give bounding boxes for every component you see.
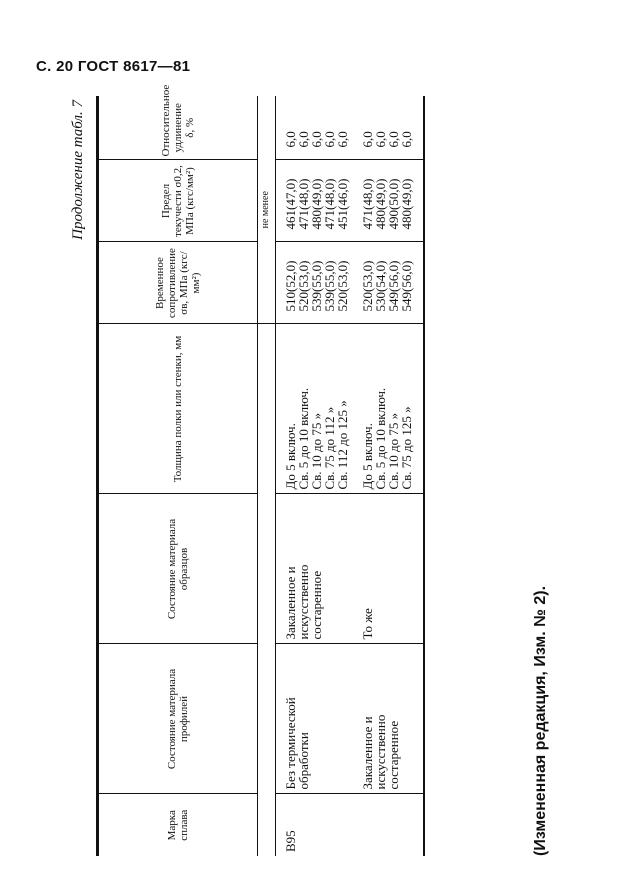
col-header-profile-state: Состояние материала профилей — [98, 644, 258, 794]
thickness-cell — [353, 324, 424, 494]
col-header-yield: Предел текучести σ0,2, МПа (кгс/мм²) — [98, 160, 258, 242]
yield-cell — [353, 160, 424, 242]
sample-state-cell: То же — [353, 494, 424, 644]
page-header: С. 20 ГОСТ 8617—81 — [36, 58, 191, 75]
alloy-cell: В95 — [283, 830, 298, 852]
profile-state-cell: Закаленное и искусственно состаренное — [353, 644, 424, 794]
thickness-value: Св. 10 до 75 » — [309, 412, 324, 490]
table-row — [276, 96, 354, 856]
elongation-cell — [353, 96, 424, 160]
elongation-value: 6,0 — [360, 131, 375, 148]
thickness-value: Св. 112 до 125 » — [335, 400, 350, 490]
yield-cell — [276, 160, 354, 242]
thickness-value: Св. 10 до 75 » — [386, 412, 401, 490]
yield-value: 471(48,0) — [360, 178, 375, 230]
thickness-value: До 5 включ. — [283, 423, 298, 490]
tensile-value: 539(55,0) — [322, 260, 337, 312]
yield-value: 490(50,0) — [386, 178, 401, 230]
thickness-value: Св. 5 до 10 включ. — [296, 387, 311, 490]
properties-table — [96, 84, 425, 856]
thickness-cell — [276, 324, 354, 494]
tensile-value: 539(55,0) — [309, 260, 324, 312]
elongation-value: 6,0 — [373, 131, 388, 148]
tensile-value: 549(56,0) — [386, 260, 401, 312]
table-row — [353, 96, 424, 856]
elongation-value: 6,0 — [322, 131, 337, 148]
col-header-elongation: Относительное удлинение δ, % — [98, 96, 258, 160]
elongation-value: 6,0 — [335, 131, 350, 148]
thickness-value: Св. 75 до 125 » — [399, 406, 414, 490]
yield-value: 471(48,0) — [322, 178, 337, 230]
thickness-value: До 5 включ. — [360, 423, 375, 490]
amendment-note: (Измененная редакция, Изм. № 2). — [532, 585, 549, 856]
col-header-sample-state: Состояние материала образцов — [98, 494, 258, 644]
profile-state-cell: Без термической обработки — [276, 644, 354, 794]
yield-value: 451(46,0) — [335, 178, 350, 230]
elongation-value: 6,0 — [399, 131, 414, 148]
table-caption: Продолжение табл. 7 — [70, 100, 86, 240]
rotated-table-area — [70, 84, 580, 856]
elongation-value: 6,0 — [283, 131, 298, 148]
yield-value: 461(47,0) — [283, 178, 298, 230]
tensile-value: 530(54,0) — [373, 260, 388, 312]
col-header-alloy: Марка сплава — [98, 794, 258, 856]
thickness-value: Св. 5 до 10 включ. — [373, 387, 388, 490]
thickness-value: Св. 75 до 112 » — [322, 406, 337, 490]
tensile-cell — [276, 242, 354, 324]
elongation-value: 6,0 — [386, 131, 401, 148]
elongation-value: 6,0 — [296, 131, 311, 148]
col-header-tensile: Временное сопротивление σв, МПа (кгс/мм²) — [98, 242, 258, 324]
yield-value: 480(49,0) — [373, 178, 388, 230]
table-subheader-row — [258, 96, 276, 856]
sample-state-cell: Закаленное и искусственно состаренное — [276, 494, 354, 644]
tensile-cell — [353, 242, 424, 324]
tensile-value: 520(53,0) — [360, 260, 375, 312]
yield-value: 471(48,0) — [296, 178, 311, 230]
table-header-row — [98, 96, 258, 856]
alloy-cell — [353, 794, 424, 856]
tensile-value: 510(52,0) — [283, 260, 298, 312]
yield-value: 480(49,0) — [399, 178, 414, 230]
elongation-cell — [276, 96, 354, 160]
tensile-value: 520(53,0) — [296, 260, 311, 312]
tensile-value: 549(56,0) — [399, 260, 414, 312]
yield-value: 480(49,0) — [309, 178, 324, 230]
col-header-thickness: Толщина полки или стенки, мм — [98, 324, 258, 494]
min-values-label: не менее — [258, 96, 276, 324]
tensile-value: 520(53,0) — [335, 260, 350, 312]
elongation-value: 6,0 — [309, 131, 324, 148]
